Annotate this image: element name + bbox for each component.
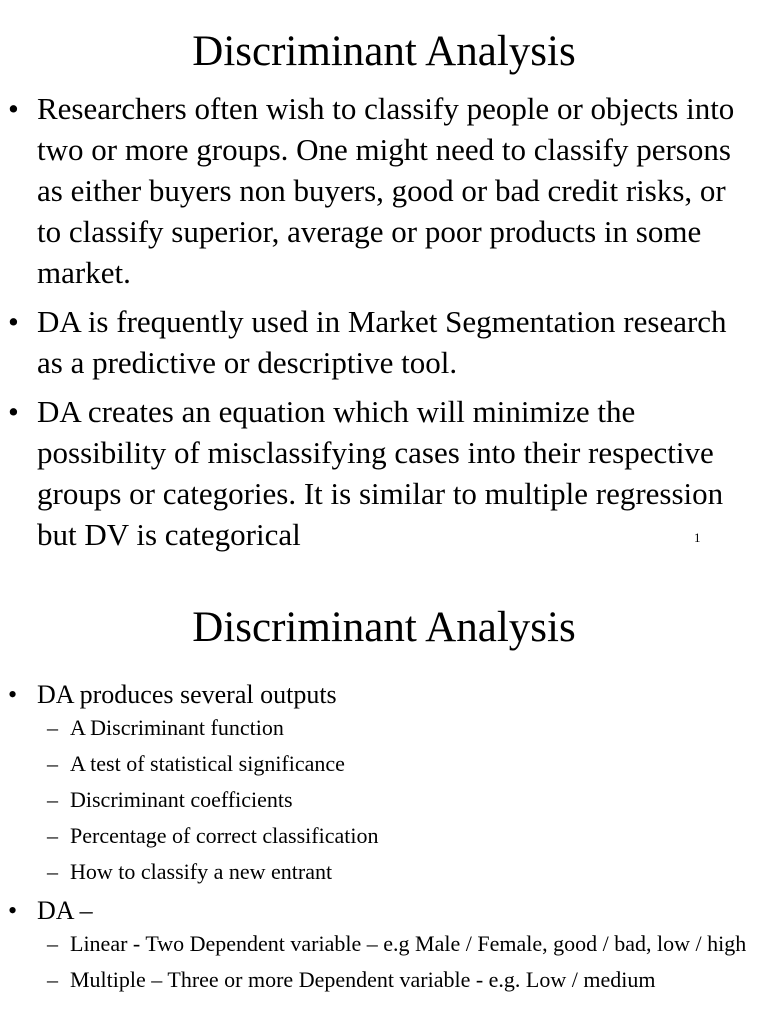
bullet-list <box>0 88 768 555</box>
sub-item-text: A Discriminant function <box>70 715 284 740</box>
sub-item <box>0 715 768 741</box>
bullet-icon: • <box>8 304 19 339</box>
sub-item <box>0 823 768 849</box>
bullet-item <box>0 679 768 885</box>
dash-icon: – <box>47 931 58 956</box>
sub-list <box>0 715 768 885</box>
slide-2 <box>0 580 768 1024</box>
bullet-text: DA is frequently used in Market Segmentation research as a predictive or descriptive tool. <box>37 304 727 380</box>
bullet-item <box>0 301 768 383</box>
bullet-item <box>0 88 768 293</box>
bullet-item <box>0 895 768 993</box>
dash-icon: – <box>47 787 58 812</box>
bullet-icon: • <box>8 896 18 925</box>
sub-item-text: Discriminant coefficients <box>70 787 293 812</box>
slide-title: Discriminant Analysis <box>192 28 576 75</box>
bullet-icon: • <box>8 91 19 126</box>
sub-list <box>0 931 768 993</box>
dash-icon: – <box>47 967 58 992</box>
slide-title: Discriminant Analysis <box>192 604 576 651</box>
sub-item <box>0 967 768 993</box>
bullet-icon: • <box>8 394 19 429</box>
bullet-text: Researchers often wish to classify people or objects into two or more groups. One might need to classify persons as either buyers non buyers, good or bad credit risks, or to classify superior, average or poor products in some market. <box>37 91 735 290</box>
bullet-text: DA produces several outputs <box>37 680 337 709</box>
dash-icon: – <box>47 823 58 848</box>
sub-item-text: Linear - Two Dependent variable – e.g Male / Female, good / bad, low / high <box>70 931 747 956</box>
sub-item-text: How to classify a new entrant <box>70 859 333 884</box>
sub-item <box>0 931 768 957</box>
sub-item <box>0 859 768 885</box>
sub-item-text: Percentage of correct classification <box>70 823 379 848</box>
sub-item-text: Multiple – Three or more Dependent variable - e.g. Low / medium <box>70 967 656 992</box>
bullet-text: DA creates an equation which will minimize the possibility of misclassifying cases into their respective groups or categories. It is similar to multiple regression but DV is categorical <box>37 394 724 552</box>
sub-item <box>0 751 768 777</box>
bullet-item <box>0 391 768 555</box>
bullet-icon: • <box>8 680 18 709</box>
dash-icon: – <box>47 751 58 776</box>
bullet-list <box>0 679 768 993</box>
dash-icon: – <box>47 715 58 740</box>
bullet-text: DA – <box>37 896 93 925</box>
sub-item <box>0 787 768 813</box>
sub-item-text: A test of statistical significance <box>70 751 345 776</box>
dash-icon: – <box>47 859 58 884</box>
page-number: 1 <box>694 530 701 545</box>
